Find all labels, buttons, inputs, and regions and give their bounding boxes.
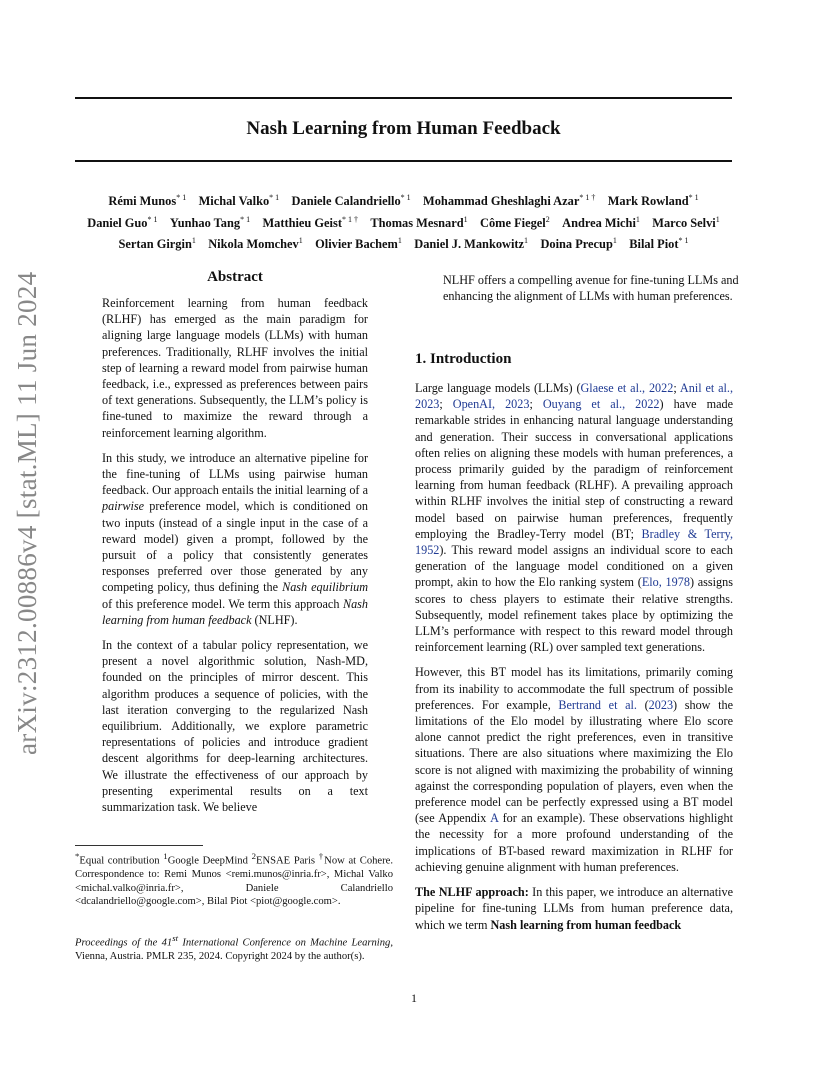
author-name: Matthieu Geist$^{* 1 \dagger}$ — [262, 214, 358, 230]
author-name: Michal Valko$^{* 1}$ — [198, 193, 280, 209]
author-name: Marco Selvi$^1$ — [652, 214, 720, 230]
intro-paragraph-3: The NLHF approach: In this paper, we introduce an alternative pipeline for fine-tuning LLMs from human preference data, which we term Nash learning from human feedback — [415, 885, 733, 932]
top-rule — [75, 97, 732, 99]
intro-paragraph-2: However, this BT model has its limitations, primarily coming from its inability to accommodate the full spectrum of possible preferences. For example, Bertrand et al. (2023) show the limitations of the Elo model by illustrating where Elo score alone cannot predict the right preferences, even in transitive situations. There are also situations where maximizing the Elo score is not aligned with maximizing the probability of winning against the corresponding population of players, even when the preference model can be perfectly expressed using a BT model (see Appendix A for an example). These observations highlight the necessity for a more profound understanding of the implications of BT-based reward maximization in RLHF for achieving genuine alignment with human preferences. — [415, 665, 733, 874]
footnote-proceedings: Proceedings of the 41st International Conference on Machine Learning, Vienna, Austria. PMLR 235, 2024. Copyright 2024 by the author(s). — [75, 933, 393, 963]
author-affiliation-mark: * 1 — [678, 236, 689, 246]
author-name: Daniele Calandriello$^{* 1}$ — [291, 193, 411, 209]
author-name: Daniel J. Mankowitz$^1$ — [414, 236, 529, 252]
abstract-body — [102, 295, 368, 815]
author-affiliation-mark: 1 — [463, 214, 468, 224]
author-name: Doina Precup$^1$ — [540, 236, 617, 252]
citation-link[interactable]: Elo, 1978 — [641, 575, 690, 590]
citation-link[interactable]: 2023 — [648, 697, 674, 712]
abstract-heading: Abstract — [207, 269, 263, 285]
author-name: Côme Fiegel$^2$ — [480, 214, 550, 230]
author-affiliation-mark: * 1 — [240, 214, 251, 224]
author-name: Olivier Bachem$^1$ — [315, 236, 402, 252]
paper-title: Nash Learning from Human Feedback — [246, 118, 561, 139]
author-name: Rémi Munos$^{* 1}$ — [108, 193, 187, 209]
author-affiliation-mark: 1 — [715, 214, 720, 224]
author-name: Thomas Mesnard$^1$ — [370, 214, 468, 230]
author-line-1 — [75, 189, 732, 211]
abstract-paragraph-1: Reinforcement learning from human feedback (RLHF) has emerged as the main paradigm for aligning large language models (LLMs) with human preferences. Traditionally, RLHF involves the initial step of learning a reward model from pairwise human feedback, i.e., expressed as preferences between pairs of text generations. Subsequently, the LLM’s policy is fine-tuned to maximize the reward through a reinforcement learning algorithm. — [102, 296, 368, 440]
author-affiliation-mark: * 1 — [269, 193, 280, 202]
introduction-body — [415, 380, 733, 933]
author-affiliation-mark: * 1 † — [579, 193, 596, 202]
appendix-link[interactable]: A — [490, 811, 499, 826]
footnote-rule — [75, 845, 203, 846]
citation-link[interactable]: Ouyang et al., 2022 — [542, 397, 660, 412]
author-affiliation-mark: 1 — [191, 236, 196, 246]
citation-link[interactable]: Glaese et al., 2022 — [580, 381, 674, 395]
author-name: Daniel Guo$^{* 1}$ — [87, 214, 158, 230]
footnote-affiliations: *Equal contribution $^1$Google DeepMind $^2$ENSAE Paris †Now at Cohere. Correspondence to: Remi Munos <remi.munos@inria.fr>, Michal Valko <michal.valko@inria.fr>, Daniele Calandriello <dcalandriello@google.com>, Bilal Piot <piot@google.com>. — [75, 851, 394, 908]
abstract-paragraph-4: NLHF offers a compelling avenue for fine-tuning LLMs and enhancing the alignment of LLMs with human preferences. — [443, 273, 739, 304]
author-name: Nikola Momchev$^1$ — [208, 236, 303, 252]
author-name: Andrea Michi$^1$ — [562, 214, 640, 230]
introduction-heading: 1. Introduction — [415, 351, 512, 367]
citation-link[interactable]: OpenAI, 2023 — [452, 397, 530, 412]
author-list — [75, 189, 732, 254]
author-name: Sertan Girgin$^1$ — [118, 236, 196, 252]
abstract-paragraph-2: In this study, we introduce an alternative pipeline for the fine-tuning of LLMs using pairwise human feedback. Our approach entails the initial learning of a pairwise preference model, which is conditioned on two inputs (instead of a single input in the case of a reward model) given a prompt, followed by the pursuit of a policy that consistently generates responses preferred over those generated by any competing policy, thus defining the Nash equilibrium of this preference model. We term this approach Nash learning from human feedback (NLHF). — [102, 450, 369, 627]
author-affiliation-mark: 1 — [635, 214, 640, 224]
title-rule — [75, 160, 732, 162]
author-affiliation-mark: 1 — [298, 236, 303, 246]
intro-paragraph-1: Large language models (LLMs) (Glaese et al., 2022; Anil et al., 2023; OpenAI, 2023; Ouyang et al., 2022) have made remarkable strides in enhancing natural language understanding and generation. Their success in conversational applications often relies on aligning these models with human preferences, a process primarily guided by the paradigm of reinforcement learning from human feedback (RLHF). A prevailing approach within RLHF involves the initial step of constructing a reward model based on pairwise human preferences, frequently employing the Bradley-Terry model (BT; Bradley & Terry, 1952). This reward model assigns an individual score to each generation of the language model conditioned on a given prompt, akin to how the Elo ranking system (Elo, 1978) assigns scores to chess players to estimate their relative strengths. Subsequently, model refinement takes place by optimizing the LLM’s performance with respect to this reward model through reinforcement learning (RL) over sampled text generations. — [415, 381, 734, 655]
citation-link[interactable]: Bertrand et al. — [558, 697, 637, 712]
author-affiliation-mark: * 1 † — [341, 214, 358, 224]
author-affiliation-mark: 1 — [524, 236, 529, 246]
citation-link[interactable]: Anil et al., 2023 — [415, 381, 734, 412]
author-affiliation-mark: 2 — [545, 214, 550, 224]
author-name: Mark Rowland$^{* 1}$ — [607, 193, 699, 209]
author-name: Bilal Piot$^{* 1}$ — [629, 236, 689, 252]
author-affiliation-mark: * 1 — [400, 193, 411, 202]
arxiv-identifier: arXiv:2312.00886v4 [stat.ML] 11 Jun 2024 — [12, 271, 42, 755]
author-affiliation-mark: * 1 — [688, 193, 699, 202]
author-line-3 — [75, 232, 732, 254]
citation-link[interactable]: Bradley & Terry, 1952 — [415, 526, 733, 558]
abstract-paragraph-3: In the context of a tabular policy representation, we present a novel algorithmic solution, Nash-MD, founded on the principles of mirror descent. This algorithm produces a sequence of policies, with the last iteration converging to the regularized Nash equilibrium. Additionally, we explore parametric representations of policies and introduce gradient descent algorithms for deep-learning architectures. We illustrate the effectiveness of our approach by presenting experimental results on a text summarization task. We believe — [102, 638, 368, 815]
author-name: Mohammad Gheshlaghi Azar$^{* 1 \dagger}$ — [423, 193, 596, 209]
author-affiliation-mark: 1 — [397, 236, 402, 246]
page-number: 1 — [411, 991, 417, 1005]
author-affiliation-mark: * 1 — [176, 193, 187, 202]
author-affiliation-mark: 1 — [612, 236, 617, 246]
author-name: Yunhao Tang$^{* 1}$ — [169, 214, 251, 230]
author-line-2 — [75, 211, 732, 233]
author-affiliation-mark: * 1 — [147, 214, 158, 224]
